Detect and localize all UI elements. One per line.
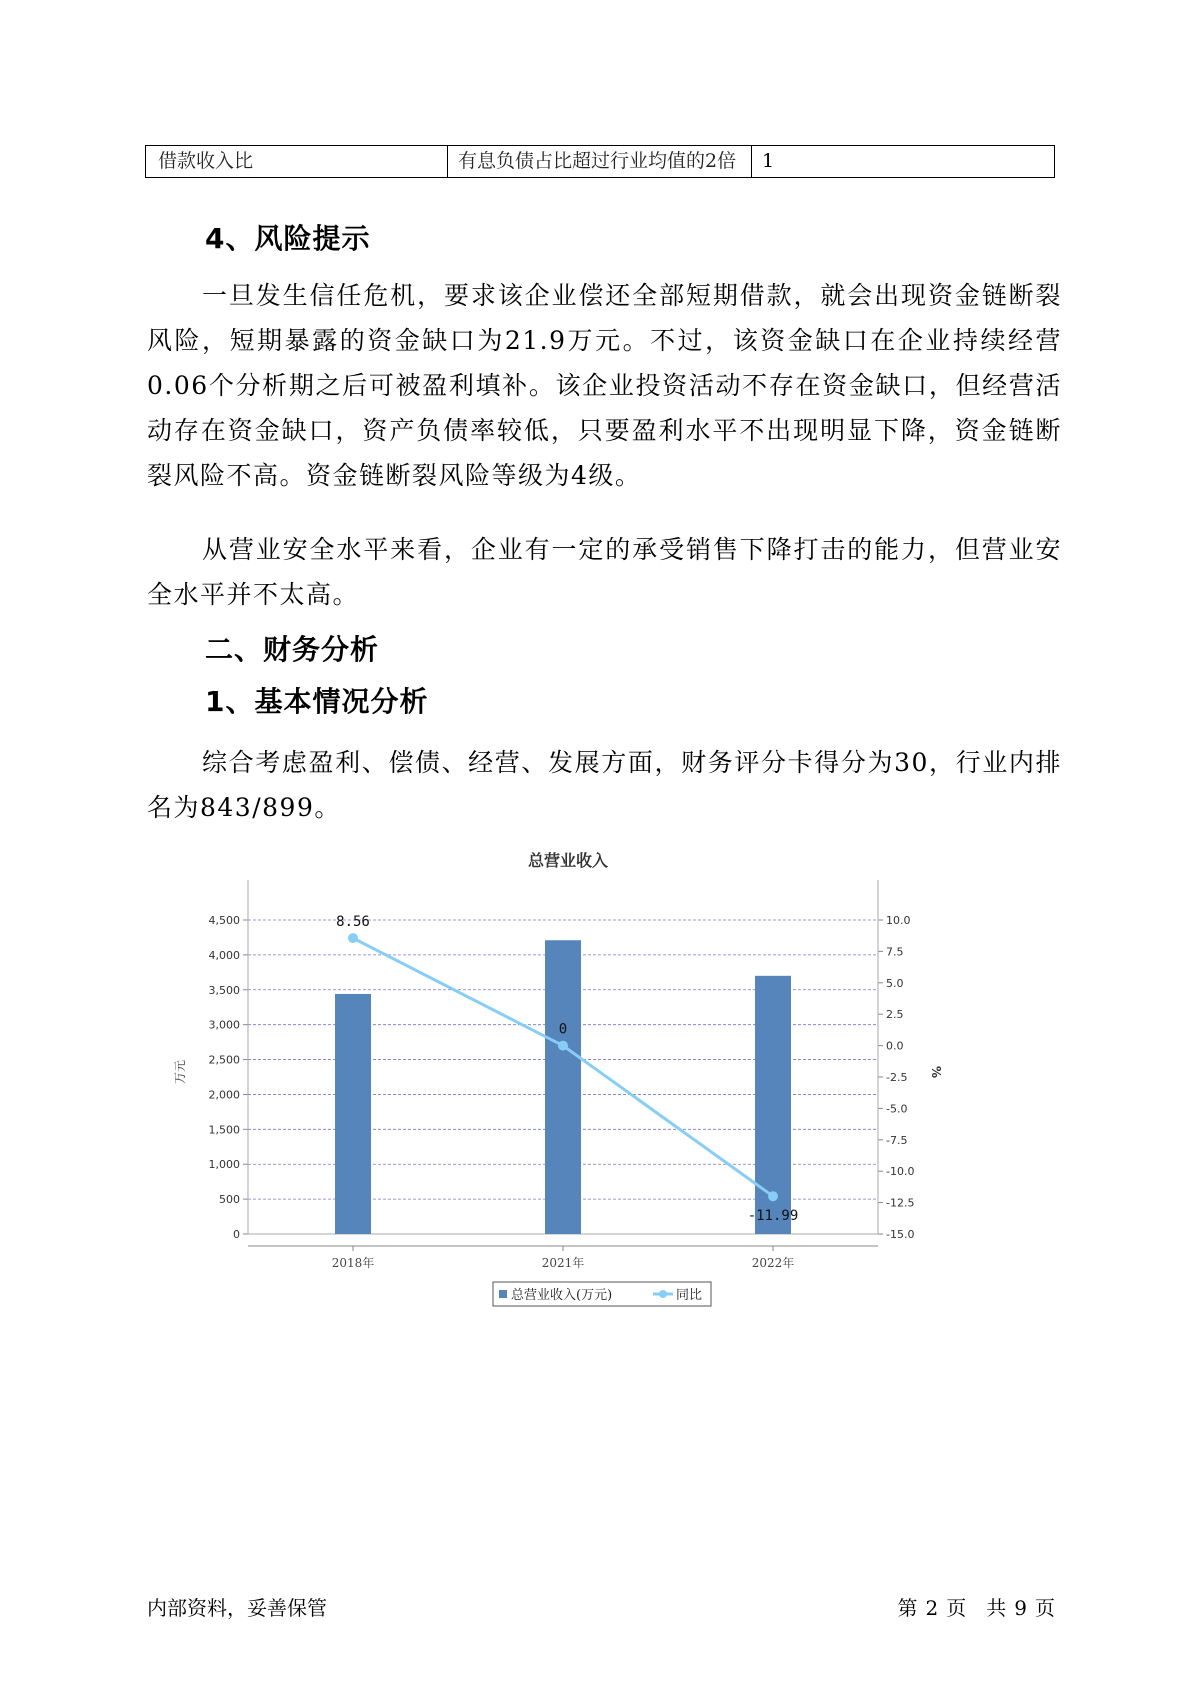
footer-confidential: 内部资料，妥善保管 xyxy=(147,1596,327,1620)
finance-heading: 二、财务分析 xyxy=(205,633,380,666)
page-suffix: 页 xyxy=(1035,1596,1055,1620)
x-tick-label: 2022年 xyxy=(751,1256,795,1270)
y-tick-label: 0 xyxy=(233,1228,240,1241)
yoy-point xyxy=(558,1041,568,1051)
table-cell-indicator: 借款收入比 xyxy=(146,146,448,177)
y2-tick-label: 0.0 xyxy=(886,1039,904,1053)
y-tick-label: 2,000 xyxy=(208,1088,240,1102)
y-tick-label: 3,000 xyxy=(208,1018,240,1032)
revenue-chart xyxy=(160,850,960,1310)
y-tick-label: 4,000 xyxy=(208,948,240,962)
table-cell-rule: 有息负债占比超过行业均值的2倍 xyxy=(448,146,752,177)
legend-line-marker xyxy=(659,1290,667,1298)
legend-bar-swatch xyxy=(499,1290,507,1298)
table-cell-score: 1 xyxy=(762,150,775,172)
page-number xyxy=(898,1592,1055,1621)
risk-paragraph-1: 一旦发生信任危机，要求该企业偿还全部短期借款，就会出现资金链断裂风险，短期暴露的资金缺口为21.9万元。不过，该资金缺口在企业持续经营 0.06个分析期之后可被盈利填补。该企业投资活动不存在资金缺口，但经营活动存在资金缺口，资产负债率较低，只要盈利水平不出现明显下降，资金链断裂风险不高。资金链断裂风险等级为4级。 xyxy=(147,281,1062,490)
page-current: 2 xyxy=(925,1596,939,1620)
page-mid: 页 共 xyxy=(946,1596,1007,1620)
legend-line-label: 同比 xyxy=(676,1288,703,1303)
y2-tick-label: -10.0 xyxy=(886,1165,915,1179)
yoy-data-label: 8.56 xyxy=(336,914,370,931)
yoy-point xyxy=(348,933,358,943)
y2-tick-label: 10.0 xyxy=(886,914,911,927)
y2-tick-label: -7.5 xyxy=(886,1133,908,1147)
risk-heading: 4、风险提示 xyxy=(205,222,371,255)
y-tick-label: 1,000 xyxy=(208,1158,240,1172)
x-tick-label: 2018年 xyxy=(331,1256,375,1270)
basic-paragraph: 综合考虑盈利、偿债、经营、发展方面，财务评分卡得分为30，行业内排名为843/899。 xyxy=(147,748,1062,822)
page-total: 9 xyxy=(1014,1596,1027,1620)
yoy-data-label: 0 xyxy=(558,1021,568,1038)
y2-tick-label: -2.5 xyxy=(886,1071,908,1084)
chart-title: 总营业收入 xyxy=(527,851,609,870)
y-tick-label: 1,500 xyxy=(208,1123,240,1137)
y2-tick-label: 2.5 xyxy=(886,1008,904,1022)
y2-tick-label: -15.0 xyxy=(886,1228,915,1241)
revenue-bar xyxy=(335,994,371,1234)
yoy-data-label: -11.99 xyxy=(747,1208,799,1225)
y-tick-label: 3,500 xyxy=(208,983,240,997)
basic-heading: 1、基本情况分析 xyxy=(205,685,429,718)
y2-tick-label: 5.0 xyxy=(886,976,904,990)
y2-tick-label: 7.5 xyxy=(886,945,904,959)
yoy-point xyxy=(768,1191,778,1201)
page-prefix: 第 xyxy=(897,1596,918,1620)
summary-table-row xyxy=(145,145,1055,178)
y-tick-label: 500 xyxy=(219,1193,240,1207)
y2-axis-label: % xyxy=(929,1065,943,1079)
y-tick-label: 4,500 xyxy=(208,914,240,927)
revenue-chart-svg xyxy=(160,850,960,1310)
y-axis-label: 万元 xyxy=(173,1059,187,1085)
y-tick-label: 2,500 xyxy=(208,1053,240,1067)
revenue-bar xyxy=(545,940,581,1234)
x-tick-label: 2021年 xyxy=(541,1256,585,1270)
y2-tick-label: -12.5 xyxy=(886,1196,915,1210)
legend-bar-label: 总营业收入(万元) xyxy=(511,1288,613,1303)
risk-paragraph-2: 从营业安全水平来看，企业有一定的承受销售下降打击的能力，但营业安全水平并不太高。 xyxy=(147,535,1062,609)
y2-tick-label: -5.0 xyxy=(886,1102,908,1116)
